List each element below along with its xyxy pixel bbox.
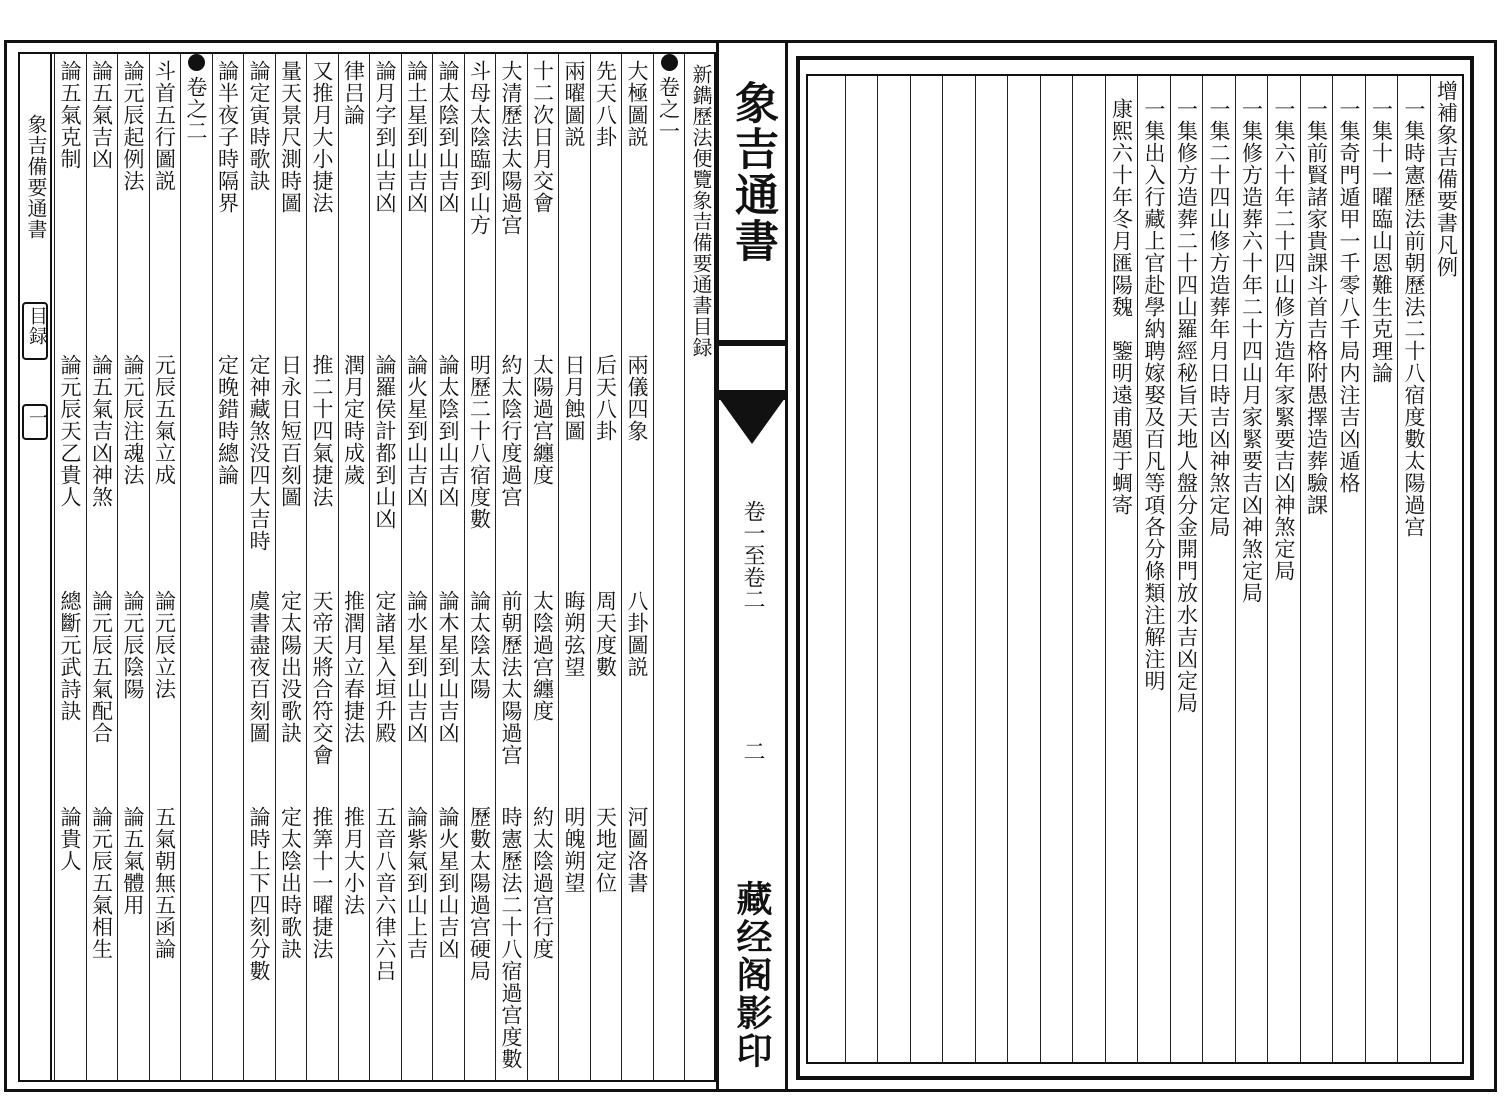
toc-entry: 論五氣吉凶 (89, 60, 114, 170)
ruled-line (1267, 76, 1268, 1062)
toc-entry: 論羅侯計都到山凶 (373, 354, 397, 530)
center-fold (716, 40, 788, 1092)
toc-column (338, 54, 370, 1080)
toc-entry: 定諸星入垣升殿 (373, 590, 397, 744)
toc-entry: 論定寅時歌訣 (247, 60, 271, 192)
toc-entry: 論時上下四刻分數 (247, 806, 271, 982)
toc-entry: 時憲歷法二十八宿過宫度數 (499, 806, 523, 1070)
toc-column (54, 54, 86, 1080)
ruled-line (1040, 76, 1041, 1062)
fold-arrow-mark (719, 398, 785, 444)
toc-column (369, 54, 401, 1080)
preface-title: 增補象吉備要書凡例 (1434, 80, 1459, 278)
ruled-line (1170, 76, 1171, 1062)
preface-page (806, 74, 1464, 1064)
book-title: 象吉通書 (727, 80, 778, 264)
preface-line: 一集出入行藏上官赴學納聘嫁娶及百凡等項各分條類注解注明 (1142, 98, 1166, 692)
toc-entry: 前朝歷法太陽過宫 (499, 590, 523, 766)
ruled-line (1365, 76, 1366, 1062)
toc-entry: 五氣朝無五函論 (152, 806, 177, 960)
toc-entry: 論太陰到山吉凶 (436, 60, 460, 214)
toc-entry: 論五氣吉凶神煞 (89, 354, 114, 508)
preface-line: 一集十一曜臨山恩難生克理論 (1369, 98, 1394, 384)
toc-entry: 大清歷法太陽過宫 (499, 60, 523, 236)
preface-line: 一集前賢諸家貴課斗首吉格附愚擇造葬驗課 (1304, 98, 1329, 516)
volume-marker-dot (661, 54, 678, 71)
toc-column (149, 54, 181, 1080)
ruled-line (942, 76, 943, 1062)
bookmark-page-box (22, 404, 48, 440)
toc-entry: 論貴人 (58, 806, 82, 872)
toc-entry: 卷之二 (184, 76, 208, 142)
publisher-imprint: 藏经阁影印 (731, 880, 773, 1070)
toc-entry: 周天度數 (593, 590, 618, 678)
toc-column (401, 54, 433, 1080)
toc-entry: 論元辰陰陽 (121, 590, 145, 700)
toc-entry: 先天八卦 (593, 60, 618, 148)
toc-entry: 論木星到山吉凶 (436, 590, 460, 744)
preface-line: 一集修方造葬六十年二十四山月家緊要吉凶神煞定局 (1239, 98, 1264, 604)
toc-entry: 論火星到山吉凶 (404, 354, 429, 508)
toc-entry: 論五氣克制 (58, 60, 82, 170)
toc-entry: 論元辰五氣配合 (89, 590, 114, 744)
ruled-line (1105, 76, 1106, 1062)
ruled-line (1332, 76, 1333, 1062)
toc-entry: 虞書盡夜百刻圖 (247, 590, 271, 744)
toc-entry: 河圖洛書 (625, 806, 649, 894)
volume-range: 卷一至卷二 (740, 500, 765, 610)
fold-bar-top (719, 340, 785, 346)
bookmark-section-box (22, 302, 48, 360)
toc-column (275, 54, 307, 1080)
bookmark-column (20, 54, 52, 1080)
toc-entry: 約太陰過宫行度 (530, 806, 555, 960)
ruled-line (1137, 76, 1138, 1062)
toc-entry: 論火星到山吉凶 (436, 806, 460, 960)
toc-entry: 論水星到山吉凶 (404, 590, 429, 744)
ruled-line (1300, 76, 1301, 1062)
toc-column (117, 54, 149, 1080)
toc-column (86, 54, 118, 1080)
ruled-line (1072, 76, 1073, 1062)
toc-entry: 五音八音六律六吕 (373, 806, 397, 982)
toc-entry: 定晚錯時總論 (215, 354, 240, 486)
toc-title: 新鐫歷法便覽象吉備要通書目録 (689, 64, 713, 358)
toc-entry: 明歷二十八宿度數 (467, 354, 492, 530)
bookmark-page: 一 (26, 408, 48, 428)
toc-entry: 量天景尺測時圖 (278, 60, 303, 214)
ruled-line (1007, 76, 1008, 1062)
toc-entry: 斗母太陰臨到山方 (467, 60, 492, 236)
toc-entry: 論太陰到山吉凶 (436, 354, 460, 508)
toc-entry: 推二十四氣捷法 (310, 354, 334, 508)
toc-entry: 八卦圖説 (625, 590, 649, 678)
ruled-line (1235, 76, 1236, 1062)
ruled-line (1397, 76, 1398, 1062)
ruled-line (877, 76, 878, 1062)
toc-entry: 定神藏煞没四大吉時 (247, 354, 271, 552)
ruled-line (1202, 76, 1203, 1062)
toc-entry: 論元辰起例法 (121, 60, 145, 192)
toc-column (212, 54, 244, 1080)
toc-title-column (684, 54, 716, 1080)
toc-entry: 論太陰太陽 (467, 590, 492, 700)
ruled-line (975, 76, 976, 1062)
page-number: 二 (740, 740, 765, 762)
toc-entry: 推月大小法 (341, 806, 366, 916)
toc-entry: 定太陽出没歌訣 (278, 590, 303, 744)
toc-entry: 天地定位 (593, 806, 618, 894)
toc-entry: 大極圖説 (625, 60, 649, 148)
preface-line: 一集六十年二十四山修方造年家緊要吉凶神煞定局 (1272, 98, 1296, 582)
toc-entry: 總斷元武詩訣 (58, 590, 82, 722)
preface-line: 一集時憲歷法前朝歷法二十八宿度數太陽過宫 (1402, 98, 1426, 538)
toc-entry: 元辰五氣立成 (152, 354, 177, 486)
toc-column (180, 54, 212, 1080)
toc-entry: 太陰過宫纏度 (530, 590, 555, 722)
preface-line: 康熙六十年冬月匯陽魏 鑒明遠甫題于蜩寄 (1109, 98, 1134, 516)
toc-column (495, 54, 527, 1080)
toc-entry: 歷數太陽過宫硬局 (467, 806, 492, 982)
toc-column (590, 54, 622, 1080)
bookmark-title: 象吉備要通書 (24, 114, 48, 240)
toc-entry: 論月字到山吉凶 (373, 60, 397, 214)
toc-entry: 約太陰行度過宫 (499, 354, 523, 508)
table-of-contents-page (18, 52, 716, 1082)
preface-line: 一集奇門遁甲一千零八千局内注吉凶遁格 (1337, 98, 1361, 494)
toc-entry: 論元辰五氣相生 (89, 806, 114, 960)
toc-column (653, 54, 685, 1080)
toc-column (464, 54, 496, 1080)
toc-entry: 日永日短百刻圖 (278, 354, 303, 508)
toc-entry: 明魄朔望 (562, 806, 586, 894)
bookmark-section: 目録 (26, 306, 48, 346)
toc-entry: 十二次日月交會 (530, 60, 555, 214)
preface-line: 一集二十四山修方造葬年月日時吉凶神煞定局 (1207, 98, 1231, 538)
toc-entry: 推潤月立春捷法 (341, 590, 366, 744)
ruled-line (910, 76, 911, 1062)
toc-entry: 推筭十一曜捷法 (310, 806, 334, 960)
toc-column (306, 54, 338, 1080)
toc-entry: 論土星到山吉凶 (404, 60, 429, 214)
toc-entry: 論五氣體用 (121, 806, 145, 916)
ruled-line (845, 76, 846, 1062)
toc-entry: 卷之一 (656, 76, 681, 142)
toc-entry: 晦朔弦望 (562, 590, 586, 678)
toc-column (432, 54, 464, 1080)
toc-entry: 論元辰天乙貴人 (58, 354, 82, 508)
toc-entry: 兩曜圖説 (562, 60, 586, 148)
preface-line: 一集修方造葬二十四山羅經秘旨天地人盤分金開門放水吉凶定局 (1174, 98, 1199, 714)
toc-entry: 論元辰注魂法 (121, 354, 145, 486)
volume-marker-dot (188, 54, 205, 71)
toc-entry: 后天八卦 (593, 354, 618, 442)
toc-entry: 日月蝕圖 (562, 354, 586, 442)
toc-entry: 天帝天將合符交會 (310, 590, 334, 766)
toc-entry: 兩儀四象 (625, 354, 649, 442)
toc-entry: 論紫氣到山上吉 (404, 806, 429, 960)
toc-entry: 太陽過宫纏度 (530, 354, 555, 486)
toc-entry: 論元辰立法 (152, 590, 177, 700)
toc-entry: 又推月大小捷法 (310, 60, 334, 214)
toc-entry: 定太陰出時歌訣 (278, 806, 303, 960)
ruled-line (1430, 76, 1431, 1062)
toc-column (558, 54, 590, 1080)
toc-column (243, 54, 275, 1080)
toc-entry: 潤月定時成歲 (341, 354, 366, 486)
toc-entry: 斗首五行圖説 (152, 60, 177, 192)
toc-column (527, 54, 559, 1080)
toc-column (621, 54, 653, 1080)
toc-entry: 論半夜子時隔界 (215, 60, 240, 214)
toc-entry: 律吕論 (341, 60, 366, 126)
